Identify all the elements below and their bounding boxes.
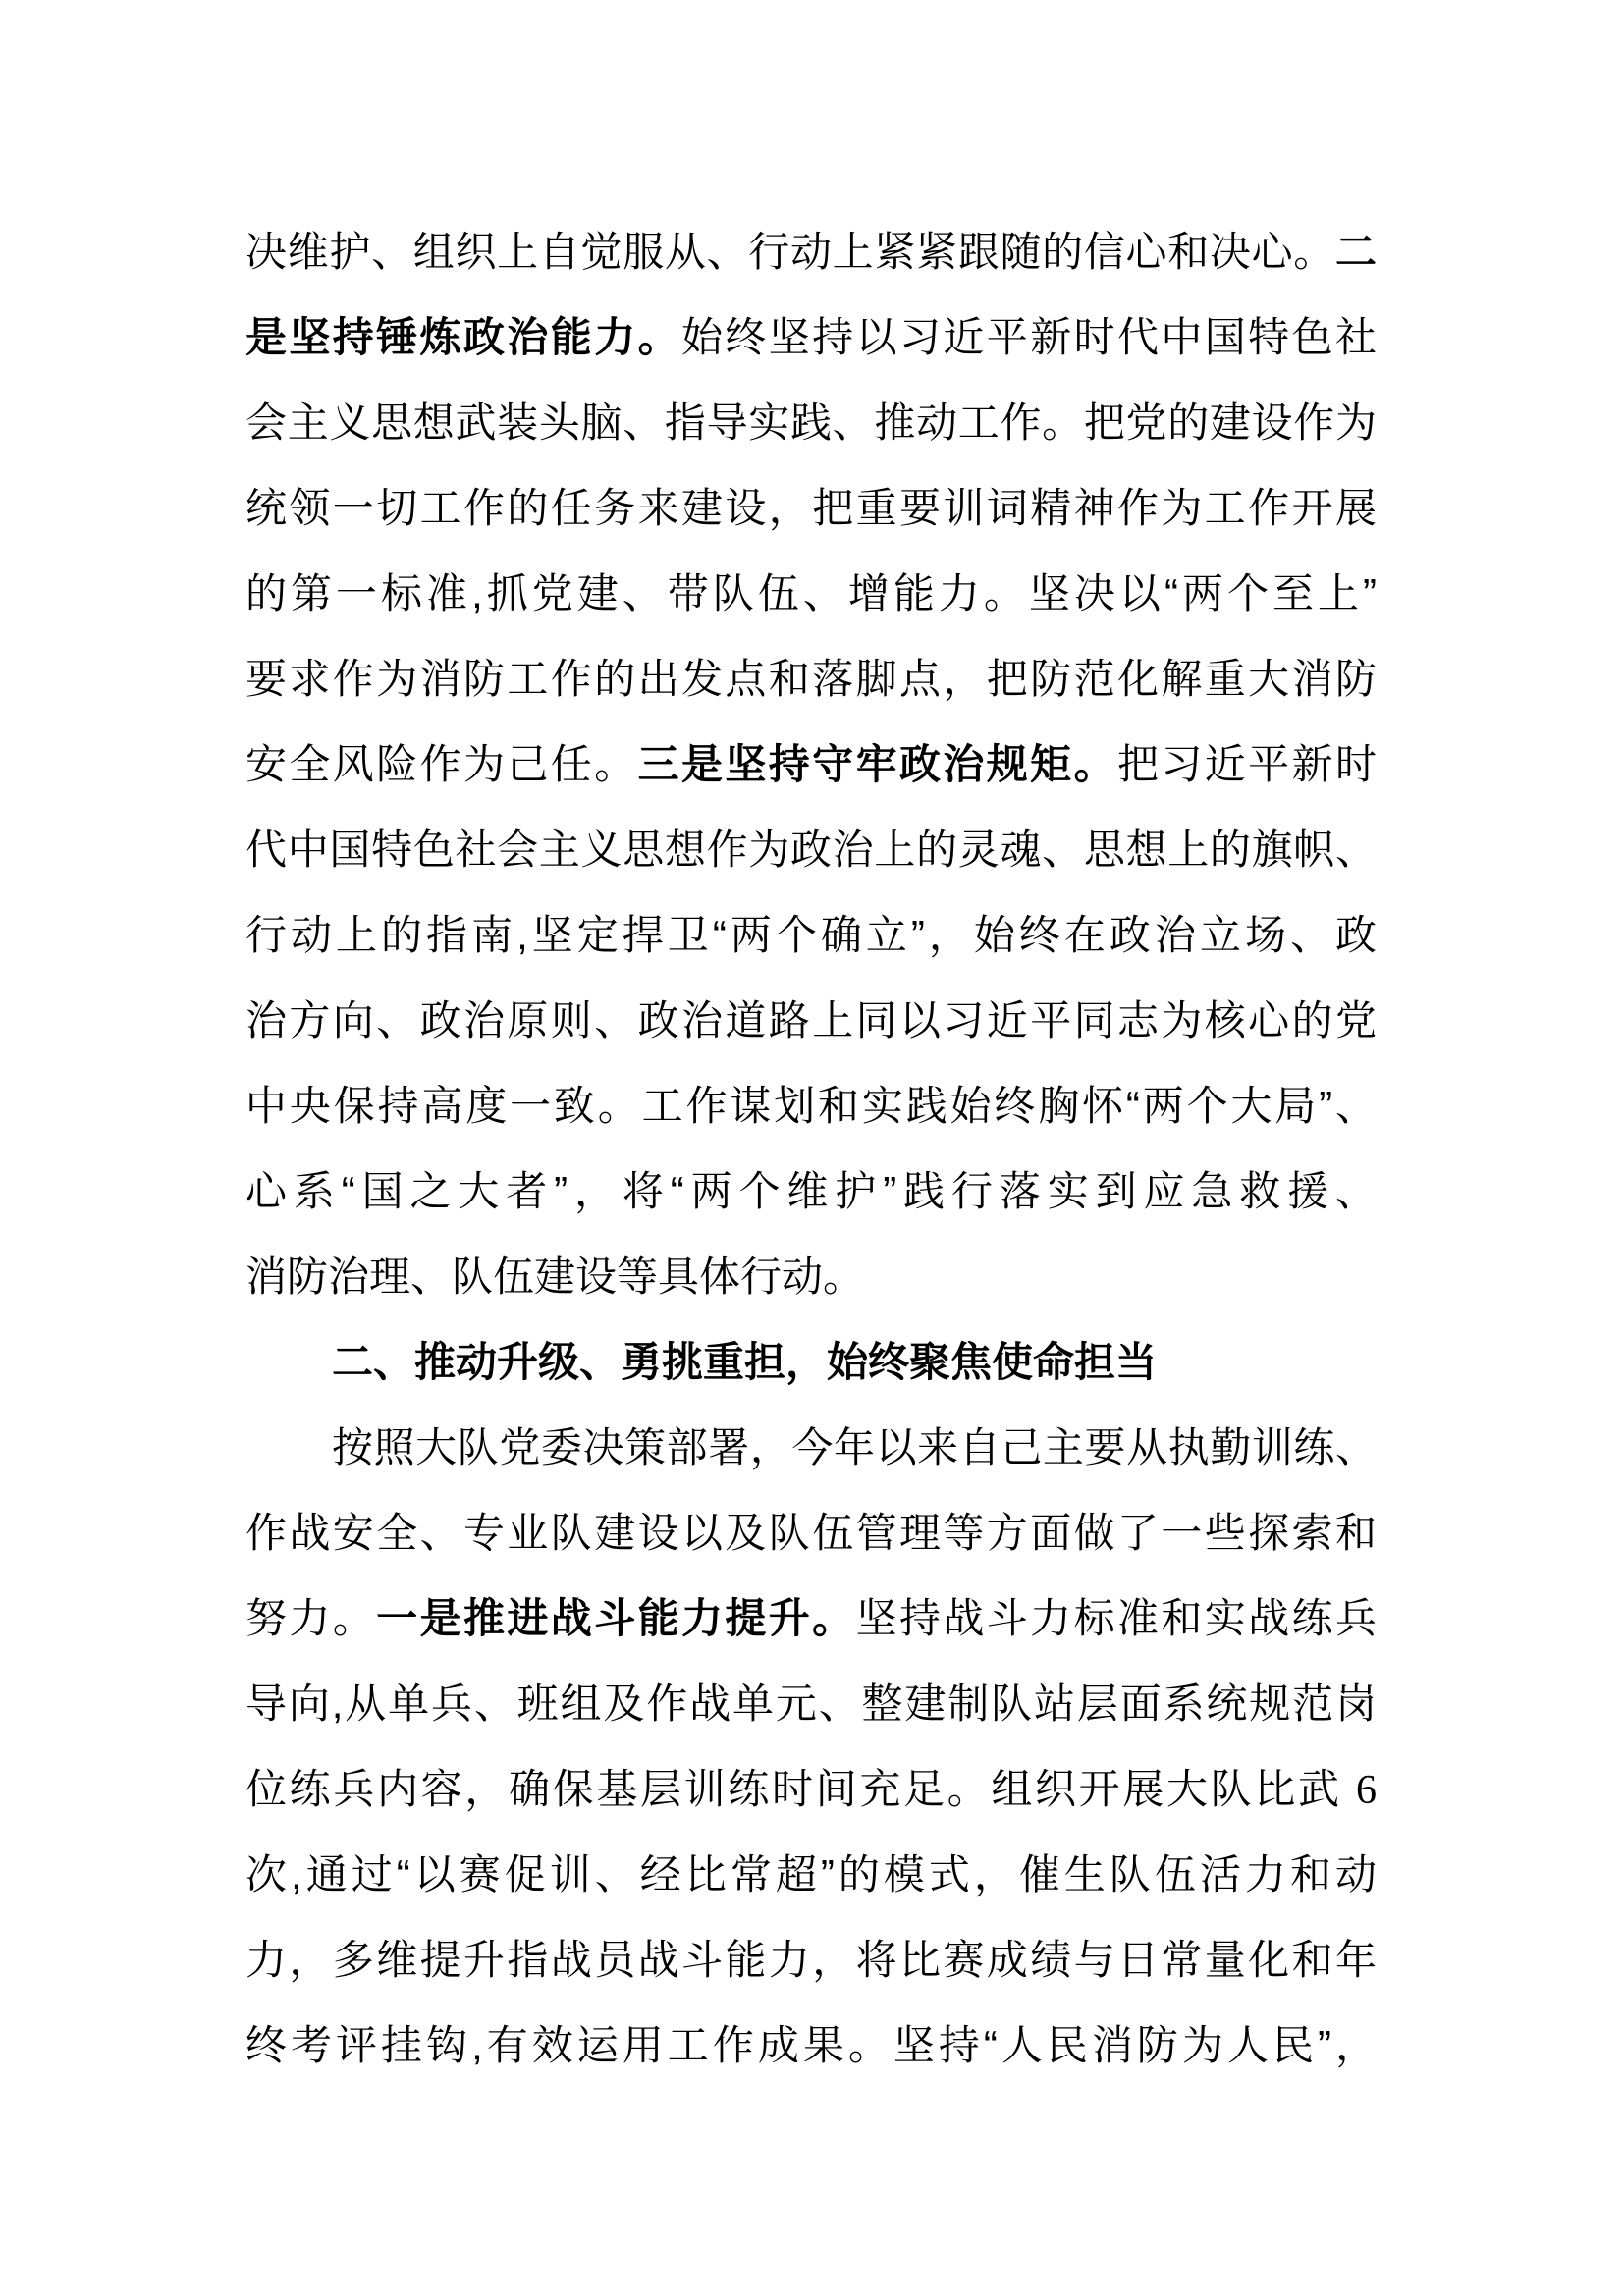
text-line [245,551,1377,636]
text-run: 把习近平新时 [1116,741,1377,787]
text-run: 行动上的指南,坚定捍卫“两个确立”，始终在政治立场、政 [245,912,1377,958]
text-run: 中央保持高度一致。工作谋划和实践始终胸怀“两个大局”、 [245,1083,1377,1129]
text-line [245,2002,1377,2088]
bold-text-run: 三是坚持守牢政治规矩。 [637,741,1117,787]
text-run: 6 [1356,1768,1377,1813]
text-line [245,1490,1377,1575]
text-line [245,380,1377,465]
text-run: 终考评挂钩,有效运用工作成果。坚持“人民消防为人民”， [245,2022,1377,2068]
bold-text-run: 二 [1334,229,1377,275]
text-run: 导向,从单兵、班组及作战单元、整建制队站层面系统规范岗 [245,1681,1377,1727]
text-run: 心系“国之大者”，将“两个维护”践行落实到应急救援、 [245,1168,1377,1214]
text-run: 的第一标准,抓党建、带队伍、增能力。坚决以“两个至上” [245,570,1377,616]
text-run: 要求作为消防工作的出发点和落脚点，把防范化解重大消防 [245,656,1377,702]
text-line [245,294,1377,380]
text-line [245,209,1377,294]
bold-text-run: 一是推进战斗能力提升。 [376,1595,856,1641]
text-line [245,1319,1377,1405]
bold-text-run: 是坚持锤炼政治能力。 [245,314,681,360]
document-body [245,209,1377,2088]
text-line [245,1575,1377,1661]
text-run: 按照大队党委决策部署，今年以来自己主要从执勤训练、 [332,1424,1377,1470]
text-run: 努力。 [245,1595,377,1641]
text-run: 坚持战斗力标准和实战练兵 [855,1595,1377,1641]
text-run: 消防治理、队伍建设等具体行动。 [245,1254,865,1300]
text-line [245,1832,1377,1917]
text-run: 始终坚持以习近平新时代中国特色社 [681,314,1377,360]
text-line [245,636,1377,721]
text-line [245,1405,1377,1490]
text-line [245,1746,1377,1832]
text-run: 决维护、组织上自觉服从、行动上紧紧跟随的信心和决心。 [245,229,1335,275]
text-line [245,721,1377,807]
text-run: 力，多维提升指战员战斗能力，将比赛成绩与日常量化和年 [245,1937,1377,1983]
text-line [245,1063,1377,1148]
bold-text-run: 二、推动升级、勇挑重担，始终聚焦使命担当 [332,1339,1158,1385]
text-run: 代中国特色社会主义思想作为政治上的灵魂、思想上的旗帜、 [245,827,1377,873]
text-line [245,978,1377,1063]
text-line [245,1234,1377,1319]
text-line [245,1917,1377,2002]
text-line [245,465,1377,551]
text-run: 会主义思想武装头脑、指导实践、推动工作。把党的建设作为 [245,400,1377,446]
text-line [245,1661,1377,1746]
text-run: 安全风险作为己任。 [245,741,638,787]
text-run: 次,通过“以赛促训、经比常超”的模式，催生队伍活力和动 [245,1851,1377,1897]
text-run: 治方向、政治原则、政治道路上同以习近平同志为核心的党 [245,997,1377,1043]
text-line [245,892,1377,978]
text-line [245,1148,1377,1234]
text-run: 位练兵内容，确保基层训练时间充足。组织开展大队比武 [245,1766,1356,1812]
text-run: 统领一切工作的任务来建设，把重要训词精神作为工作开展 [245,485,1377,531]
text-run: 作战安全、专业队建设以及队伍管理等方面做了一些探索和 [245,1510,1377,1556]
text-line [245,807,1377,892]
